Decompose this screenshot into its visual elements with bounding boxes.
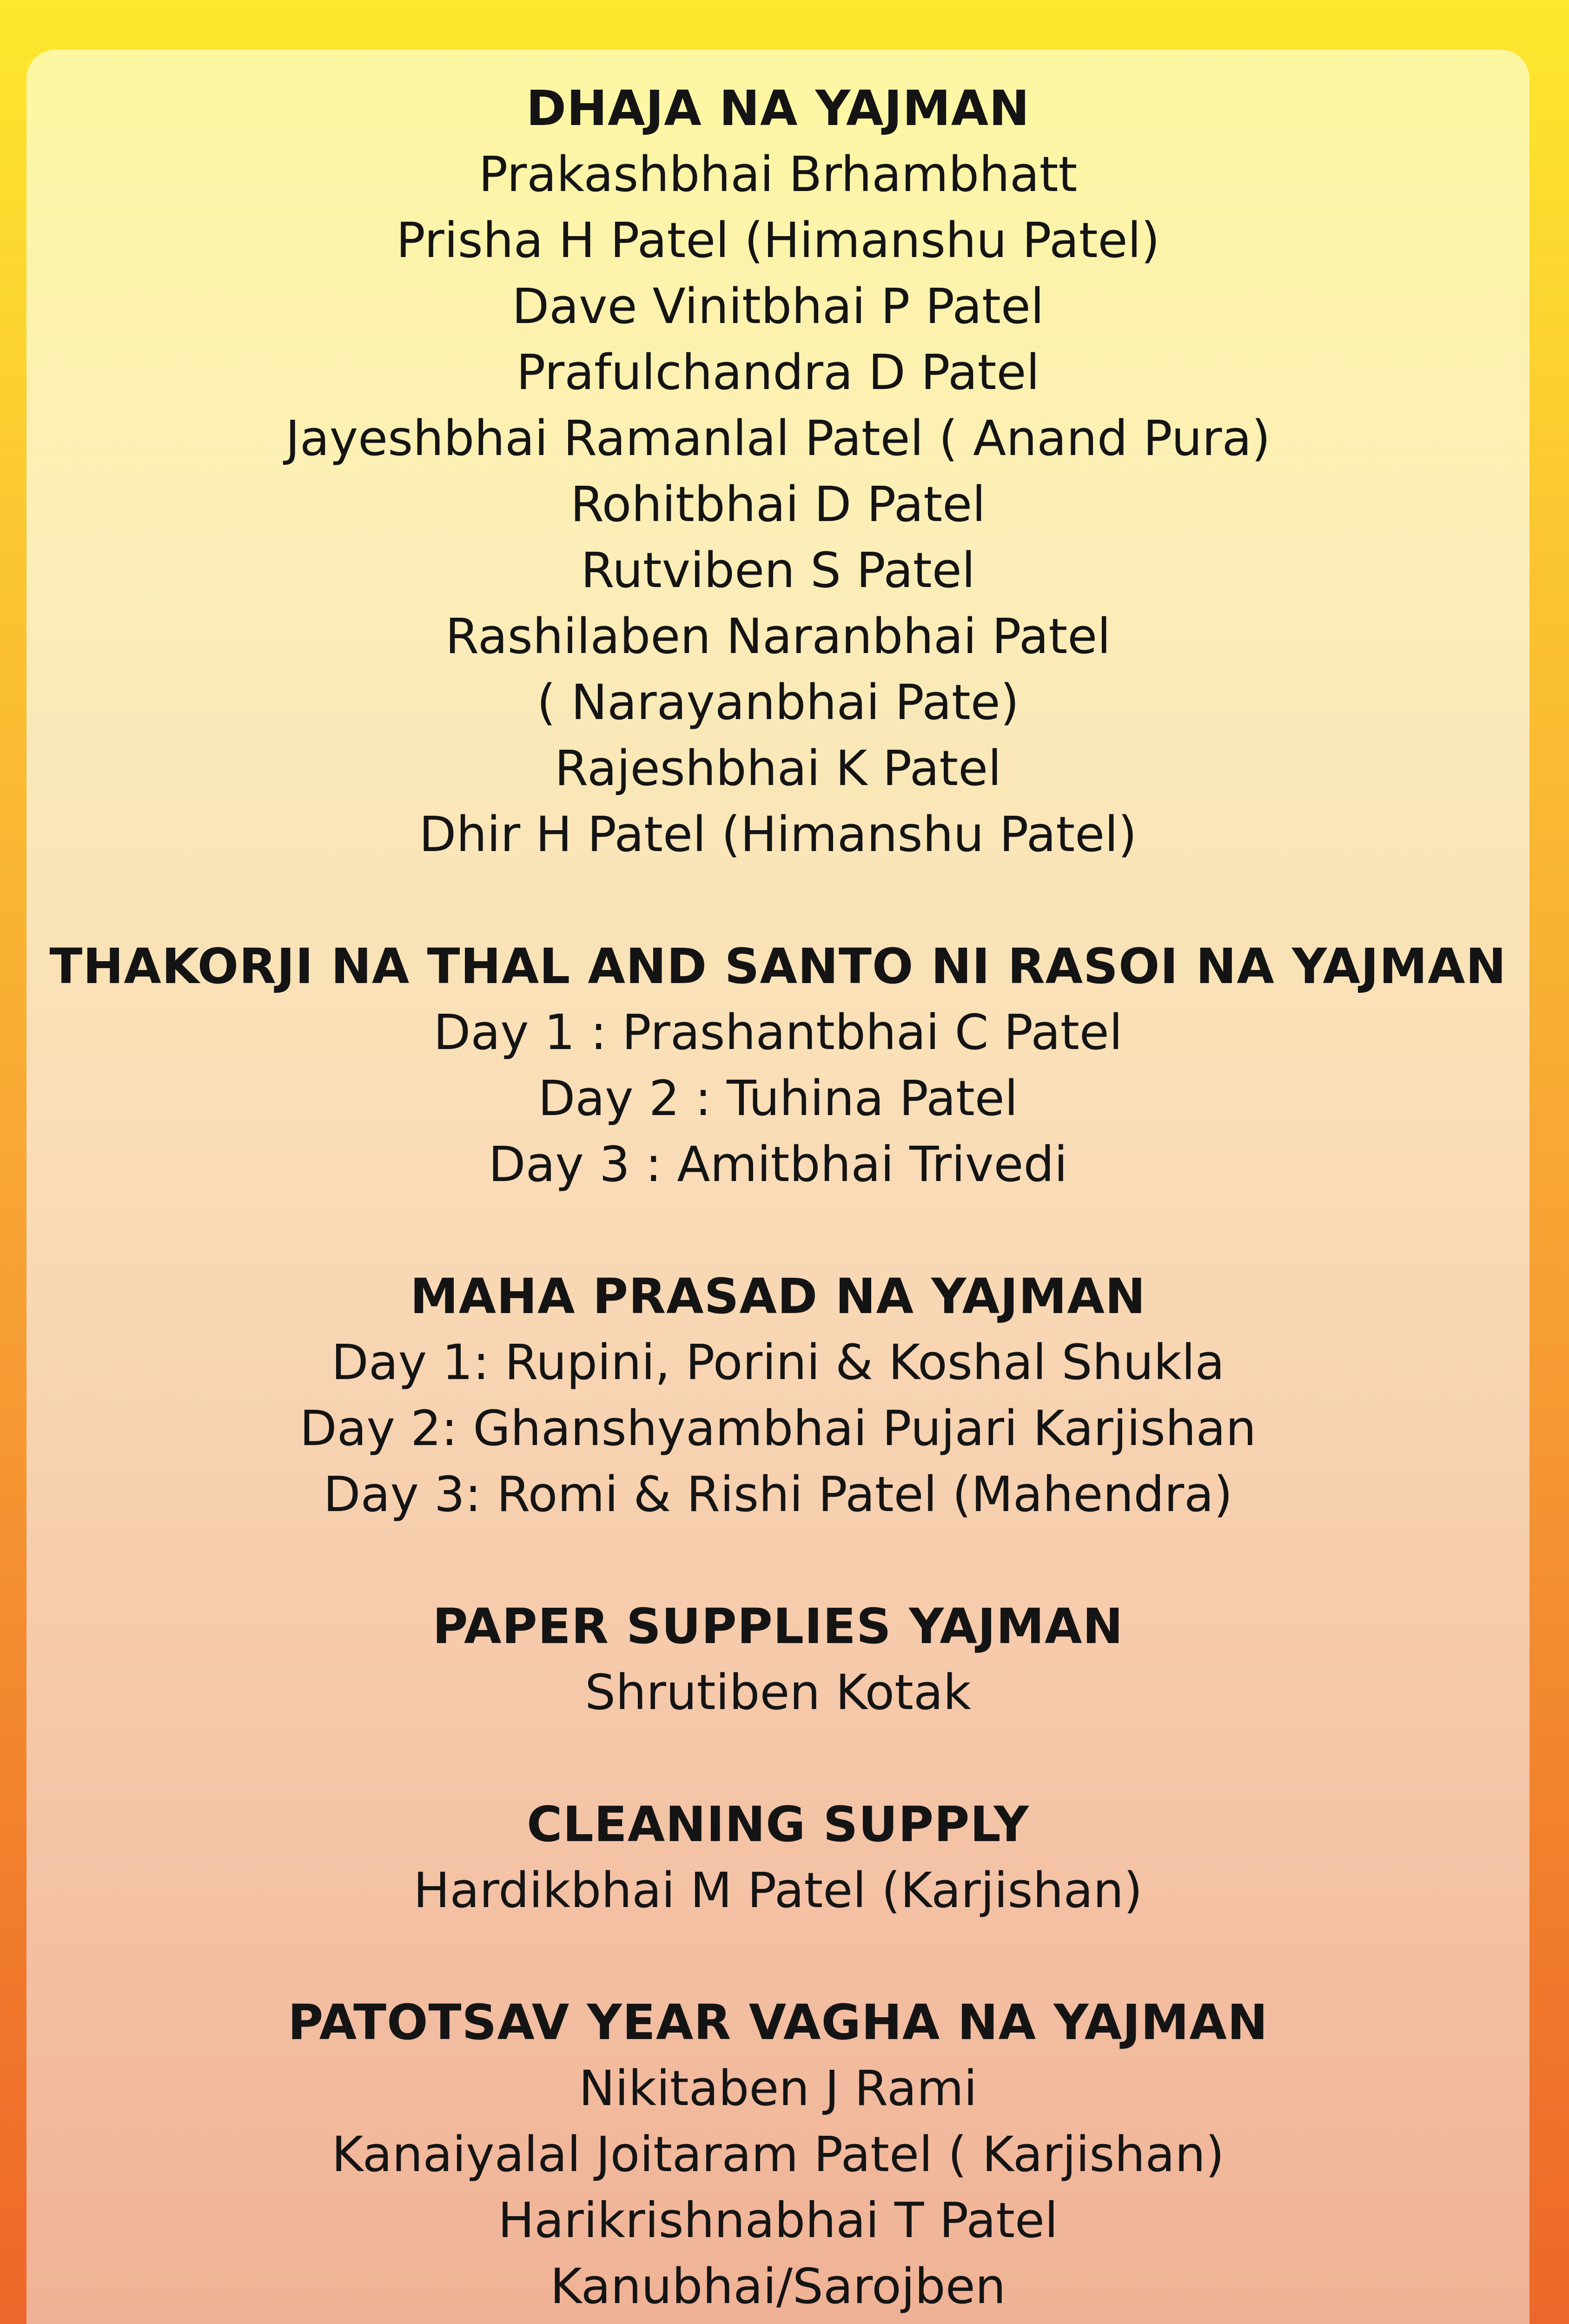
yajman-list: [26, 75, 1529, 2324]
section: [26, 1263, 1529, 1527]
yajman-name: Harikrishnabhai T Patel: [498, 2192, 1058, 2249]
yajman-name: Hardikbhai M Patel (Karjishan): [413, 1862, 1143, 1919]
yajman-name: Day 3 : Amitbhai Trivedi: [488, 1136, 1068, 1193]
section-heading: PAPER SUPPLIES YAJMAN: [432, 1598, 1124, 1655]
yajman-name: Prafulchandra D Patel: [516, 344, 1040, 401]
yajman-name: Kanaiyalal Joitaram Patel ( Karjishan): [331, 2126, 1225, 2183]
section-heading: CLEANING SUPPLY: [527, 1796, 1029, 1853]
yajman-name: Dhir H Patel (Himanshu Patel): [419, 806, 1137, 863]
yajman-name: Nikitaben J Rami: [579, 2060, 977, 2117]
yajman-name: Rohitbhai D Patel: [570, 476, 986, 533]
yajman-name: Day 3: Romi & Rishi Patel (Mahendra): [323, 1466, 1233, 1523]
yajman-name: Jayeshbhai Ramanlal Patel ( Anand Pura): [285, 410, 1271, 467]
yajman-name: Day 1 : Prashantbhai C Patel: [433, 1004, 1123, 1061]
section: [26, 1791, 1529, 1923]
section: [26, 933, 1529, 1197]
yajman-name: Kanubhai/Sarojben: [550, 2258, 1006, 2315]
yajman-name: Prakashbhai Brhambhatt: [478, 146, 1078, 203]
yajman-name: Prisha H Patel (Himanshu Patel): [396, 212, 1160, 269]
section-heading: MAHA PRASAD NA YAJMAN: [410, 1268, 1146, 1325]
section-heading: THAKORJI NA THAL AND SANTO NI RASOI NA YAJMAN: [49, 938, 1507, 995]
yajman-name: [26, 2319, 1529, 2324]
yajman-name: Day 2: Ghanshyambhai Pujari Karjishan: [299, 1400, 1257, 1457]
yajman-name: Rutviben S Patel: [581, 542, 975, 599]
yajman-name: Dave Vinitbhai P Patel: [512, 278, 1044, 335]
yajman-name: Day 1: Rupini, Porini & Koshal Shukla: [331, 1334, 1225, 1391]
section-heading: DHAJA NA YAJMAN: [526, 80, 1030, 137]
section: [26, 1989, 1529, 2324]
yajman-name: Rashilaben Naranbhai Patel: [445, 608, 1111, 665]
yajman-name: ( Narayanbhai Pate): [536, 674, 1020, 731]
section: [26, 1593, 1529, 1725]
yajman-name: Shrutiben Kotak: [585, 1664, 971, 1721]
section-heading: PATOTSAV YEAR VAGHA NA YAJMAN: [288, 1994, 1268, 2051]
yajman-name: Day 2 : Tuhina Patel: [538, 1070, 1018, 1127]
section: [26, 75, 1529, 867]
yajman-name: Rajeshbhai K Patel: [555, 740, 1001, 797]
content-panel: [26, 50, 1529, 2324]
